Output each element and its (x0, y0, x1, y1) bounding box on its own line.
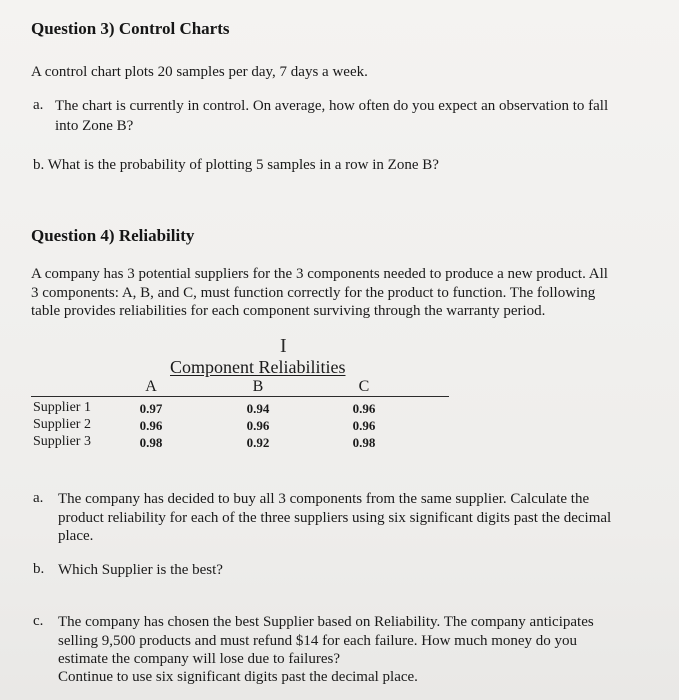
cell-s1-c: 0.96 (352, 401, 376, 416)
cell-s3-c: 0.98 (352, 435, 376, 450)
q3-a-line2: into Zone B? (55, 118, 134, 134)
q4-para-line3: table provides reliabilities for each component surviving through the warranty period. (31, 303, 546, 319)
q4-c-line1: The company has chosen the best Supplier based on Reliability. The company anticipates (58, 614, 594, 630)
q4-a-label: a. (33, 490, 44, 506)
q3-intro: A control chart plots 20 samples per day, 7 days a week. (31, 64, 368, 80)
table-caption: Component Reliabilities (170, 357, 346, 377)
cell-s2-c: 0.96 (352, 418, 376, 433)
q4-para-line2: 3 components: A, B, and C, must function correctly for the product to function. The following (31, 285, 596, 301)
q4-para-line1: A company has 3 potential suppliers for the 3 components needed to produce a new product. All (31, 266, 608, 282)
row-label-supplier-2: Supplier 2 (33, 417, 91, 432)
table-header-rule (31, 396, 449, 397)
q4-a-line3: place. (58, 528, 94, 544)
q4-a-line1: The company has decided to buy all 3 components from the same supplier. Calculate the (58, 491, 590, 507)
q3-b-text: b. What is the probability of plotting 5 samples in a row in Zone B? (33, 157, 439, 173)
q4-c-line2: selling 9,500 products and must refund $14 for each failure. How much money do you (58, 633, 578, 649)
q3-a-line1: The chart is currently in control. On average, how often do you expect an observation to fall (55, 98, 609, 114)
q4-c-line3: estimate the company will lose due to failures? (58, 651, 340, 667)
q3-a-label: a. (33, 97, 44, 113)
cell-s1-a: 0.97 (139, 401, 163, 416)
q4-a-line2: product reliability for each of the three suppliers using six significant digits past the decimal (58, 510, 612, 526)
column-header-a: A (145, 378, 157, 395)
row-label-supplier-1: Supplier 1 (33, 400, 91, 415)
cell-s3-b: 0.92 (246, 435, 270, 450)
column-header-b: B (252, 378, 264, 395)
q4-c-line4: Continue to use six significant digits past the decimal place. (58, 669, 418, 685)
cell-s3-a: 0.98 (139, 435, 163, 450)
cell-s2-b: 0.96 (246, 418, 270, 433)
cell-s1-b: 0.94 (246, 401, 270, 416)
q3-title: Question 3) Control Charts (31, 19, 230, 38)
q4-b-text: Which Supplier is the best? (58, 562, 223, 578)
cell-s2-a: 0.96 (139, 418, 163, 433)
row-label-supplier-3: Supplier 3 (33, 434, 91, 449)
q4-c-label: c. (33, 613, 44, 629)
q4-title: Question 4) Reliability (31, 226, 195, 245)
column-header-c: C (358, 378, 370, 395)
text-cursor-icon: I (280, 335, 287, 357)
q4-b-label: b. (33, 561, 45, 577)
